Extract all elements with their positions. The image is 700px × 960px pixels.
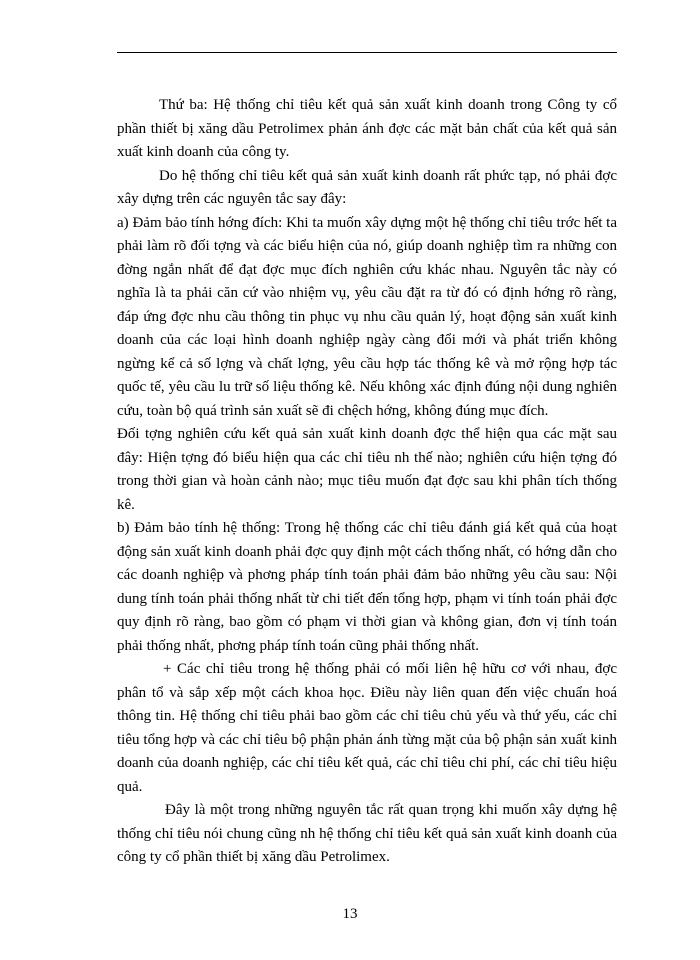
body-text bbox=[117, 94, 617, 870]
paragraph-doi-tuong-nghien-cuu: Đối tợng nghiên cứu kết quả sản xuất kinh doanh đợc thể hiện qua các mặt sau đây: Hiện tợng đó biểu hiện qua các chỉ tiêu nh thế nào; nghiên cứu hiện tợng đó trong thời gian và hoàn cảnh nào; mục tiêu muốn đạt đợc sau khi phân tích thống kê. bbox=[117, 426, 617, 513]
paragraph-lien-he-huu-co: + Các chỉ tiêu trong hệ thống phải có mối liên hệ hữu cơ với nhau, đợc phân tổ và sắp xếp một cách khoa học. Điều này liên quan đến việc chuẩn hoá thông tin. Hệ thống chỉ tiêu phải bao gồm các chỉ tiêu chủ yếu và thứ yếu, các chỉ tiêu tổng hợp và các chỉ tiêu bộ phận phản ánh từng mặt của bộ phận sản xuất kinh doanh của doanh nghiệp, các chỉ tiêu kết quả, các chỉ tiêu chi phí, các chỉ tiêu hiệu quả. bbox=[117, 661, 617, 795]
header-rule bbox=[117, 52, 617, 53]
paragraph-nguyen-tac-intro: Do hệ thống chỉ tiêu kết quả sản xuất kinh doanh rất phức tạp, nó phải đợc xây dựng trên các nguyên tắc say đây: bbox=[117, 167, 617, 207]
paragraph-tinh-huong-dich: a) Đảm bảo tính hớng đích: Khi ta muốn xây dựng một hệ thống chỉ tiêu trớc hết ta phải làm rõ đối tợng và các biểu hiện của nó, giúp doanh nghiệp tìm ra những con đờng ngắn nhất để đạt đợc mục đích nghiên cứu khác nhau. Nguyên tắc này có nghĩa là ta phải căn cứ vào nhiệm vụ, yêu cầu đặt ra từ đó có định hớng rõ ràng, đáp ứng đợc nhu cầu thông tin phục vụ nhu cầu quản lý, hoạt động sản xuất kinh doanh của các loại hình doanh nghiệp ngày càng đổi mới và phát triển không ngừng kể cả số lợng và chất lợng, yêu cầu hợp tác thống kê và mở rộng hợp tác quốc tế, yêu cầu lu trữ số liệu thống kê. Nếu không xác định đúng nội dung nghiên cứu, toàn bộ quá trình sản xuất sẽ đi chệch hớng, không đúng mục đích. bbox=[117, 214, 617, 419]
paragraph-ket-luan: Đây là một trong những nguyên tắc rất quan trọng khi muốn xây dựng hệ thống chỉ tiêu nói chung cũng nh hệ thống chỉ tiêu kết quả sản xuất kinh doanh của công ty cổ phần thiết bị xăng dầu Petrolimex. bbox=[117, 802, 617, 865]
paragraph-thu-ba: Thứ ba: Hệ thống chỉ tiêu kết quả sản xuất kinh doanh trong Công ty cổ phần thiết bị xăng dầu Petrolimex phản ánh đợc các mặt bản chất của kết quả sản xuất kinh doanh của công ty. bbox=[117, 97, 617, 160]
paragraph-tinh-he-thong: b) Đảm bảo tính hệ thống: Trong hệ thống các chỉ tiêu đánh giá kết quả của hoạt động sản xuất kinh doanh phải đợc quy định một cách thống nhất, có hớng dẫn cho các doanh nghiệp và phơng pháp tính toán phải đảm bảo những yêu cầu sau: Nội dung tính toán phải thống nhất từ chi tiết đến tổng hợp, phạm vi tính toán phải đợc quy định rõ ràng, bao gồm có phạm vi thời gian và không gian, đơn vị tính toán phải thống nhất, phơng pháp tính toán cũng phải thống nhất. bbox=[117, 520, 617, 654]
page-number: 13 bbox=[342, 906, 358, 922]
